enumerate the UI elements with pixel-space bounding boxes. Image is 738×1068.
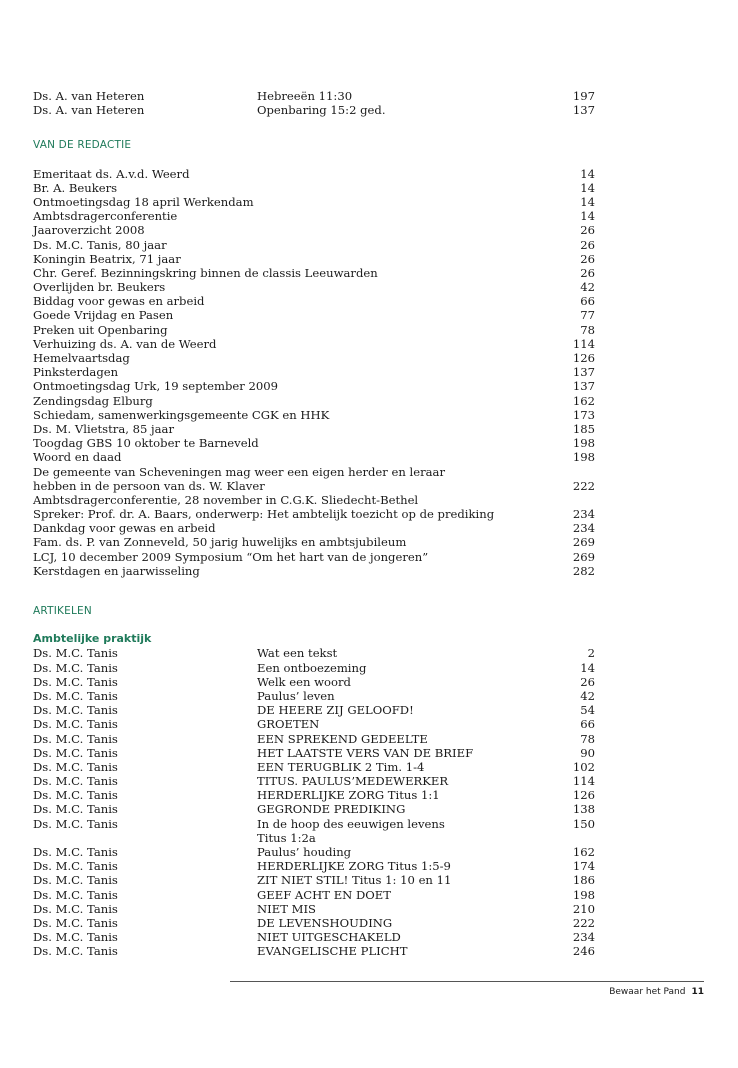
- entry-page: 185: [572, 421, 595, 436]
- footer-page-number: 11: [691, 987, 704, 997]
- index-entry: [33, 89, 595, 103]
- index-entry: [33, 859, 595, 873]
- entry-title: DE HEERE ZIJ GELOOFD!: [257, 703, 414, 718]
- entry-author: Ds. M.C. Tanis: [33, 688, 118, 703]
- entry-title: ZIT NIET STIL! Titus 1: 10 en 11: [257, 873, 452, 888]
- entry-title: hebben in de persoon van ds. W. Klaver: [33, 478, 265, 493]
- entry-page: 269: [572, 549, 595, 564]
- index-entry: [33, 873, 595, 887]
- footer-label: Bewaar het Pand: [609, 987, 686, 997]
- entry-title: Titus 1:2a: [257, 830, 316, 845]
- entry-author: Ds. A. van Heteren: [33, 89, 145, 103]
- index-entry: [33, 294, 595, 308]
- entry-title: Wat een tekst: [257, 646, 338, 661]
- entry-title: Schiedam, samenwerkingsgemeente CGK en HHK: [33, 407, 330, 422]
- entry-page: 66: [580, 294, 595, 309]
- entry-page: 90: [580, 745, 595, 760]
- footer-divider: [230, 981, 704, 982]
- entry-page: 137: [572, 379, 595, 394]
- entry-title: Zendingsdag Elburg: [33, 393, 153, 408]
- index-entry: [33, 394, 595, 408]
- entry-author: Ds. M.C. Tanis: [33, 887, 118, 902]
- entry-page: 14: [580, 166, 595, 181]
- index-entry: [33, 732, 595, 746]
- section-heading-redactie: VAN DE REDACTIE: [33, 139, 132, 152]
- index-entry: [33, 916, 595, 930]
- index-entry: [33, 550, 595, 564]
- entry-page: 198: [572, 450, 595, 465]
- entry-author: Ds. M.C. Tanis: [33, 901, 118, 916]
- entry-title: Ambtsdragerconferentie, 28 november in C.G.K. Sliedecht-Bethel: [33, 492, 419, 507]
- index-entry: [33, 280, 595, 294]
- redactie-list: [33, 167, 595, 578]
- entry-page: 234: [572, 507, 595, 522]
- entry-author: Ds. M.C. Tanis: [33, 759, 118, 774]
- index-entry: [33, 493, 595, 507]
- index-entry: [33, 646, 595, 660]
- index-entry: [33, 238, 595, 252]
- entry-page: 14: [580, 660, 595, 675]
- entry-title: Chr. Geref. Bezinningskring binnen de classis Leeuwarden: [33, 265, 378, 280]
- entry-page: 186: [572, 873, 595, 888]
- entry-title: TITUS. PAULUS’MEDEWERKER: [257, 774, 449, 789]
- entry-title: Ambtsdragerconferentie: [33, 209, 178, 224]
- entry-title: Br. A. Beukers: [33, 180, 118, 195]
- entry-title: Toogdag GBS 10 oktober te Barneveld: [33, 436, 259, 451]
- entry-author: Ds. M.C. Tanis: [33, 674, 118, 689]
- entry-title: Paulus’ leven: [257, 688, 335, 703]
- entry-page: 26: [580, 251, 595, 266]
- entry-title: Overlijden br. Beukers: [33, 280, 166, 295]
- index-page: [33, 89, 595, 959]
- index-entry: [33, 902, 595, 916]
- entry-author: Ds. M.C. Tanis: [33, 873, 118, 888]
- index-entry: [33, 661, 595, 675]
- index-entry: [33, 675, 595, 689]
- index-entry: [33, 223, 595, 237]
- entry-title: HET LAATSTE VERS VAN DE BRIEF: [257, 745, 474, 760]
- entry-page: 14: [580, 194, 595, 209]
- entry-title: De gemeente van Scheveningen mag weer een eigen herder en leraar: [33, 464, 446, 479]
- entry-page: 210: [572, 901, 595, 916]
- index-entry: [33, 717, 595, 731]
- index-entry: [33, 507, 595, 521]
- index-entry: [33, 103, 595, 117]
- section-heading-artikelen: ARTIKELEN: [33, 605, 92, 617]
- index-entry: [33, 845, 595, 859]
- index-entry: [33, 760, 595, 774]
- entry-author: Ds. M.C. Tanis: [33, 845, 118, 859]
- index-entry: [33, 703, 595, 717]
- index-entry: [33, 308, 595, 322]
- index-entry: [33, 379, 595, 393]
- index-entry: [33, 788, 595, 802]
- index-entry: [33, 209, 595, 223]
- entry-title: Ds. M. Vlietstra, 85 jaar: [33, 421, 174, 436]
- entry-title: DE LEVENSHOUDING: [257, 915, 393, 930]
- index-entry: [33, 181, 595, 195]
- subheading-ambtelijke-praktijk: Ambtelijke praktijk: [33, 632, 152, 646]
- entry-page: 197: [572, 89, 595, 103]
- entry-page: 42: [580, 280, 595, 295]
- entry-title: GEEF ACHT EN DOET: [257, 887, 391, 902]
- entry-page: 114: [572, 774, 595, 789]
- entry-author: Ds. M.C. Tanis: [33, 731, 118, 746]
- entry-page: 126: [572, 788, 595, 803]
- entry-page: 26: [580, 265, 595, 280]
- entry-page: 150: [572, 816, 595, 831]
- entry-title: Preken uit Openbaring: [33, 322, 168, 337]
- entry-page: 66: [580, 717, 595, 732]
- entry-page: 78: [580, 731, 595, 746]
- index-entry: [33, 450, 595, 464]
- entry-title: Paulus’ houding: [257, 845, 352, 859]
- index-entry: [33, 351, 595, 365]
- index-entry: [33, 365, 595, 379]
- index-entry: [33, 479, 595, 493]
- entry-title: Fam. ds. P. van Zonneveld, 50 jarig huwelijks en ambtsjubileum: [33, 535, 407, 550]
- entry-title: EEN SPREKEND GEDEELTE: [257, 731, 428, 746]
- entry-title: GEGRONDE PREDIKING: [257, 802, 406, 817]
- entry-page: 2: [587, 646, 595, 661]
- entry-page: 173: [572, 407, 595, 422]
- entry-page: 14: [580, 209, 595, 224]
- index-entry: [33, 195, 595, 209]
- entry-page: 137: [572, 365, 595, 380]
- entry-title: NIET UITGESCHAKELD: [257, 930, 401, 945]
- entry-page: 198: [572, 887, 595, 902]
- index-entry: [33, 436, 595, 450]
- entry-title: GROETEN: [257, 717, 320, 732]
- index-entry: [33, 802, 595, 816]
- entry-title: Hemelvaartsdag: [33, 351, 130, 365]
- entry-title: Pinksterdagen: [33, 365, 119, 380]
- entry-author: Ds. M.C. Tanis: [33, 859, 118, 874]
- entry-page: 162: [572, 393, 595, 408]
- entry-page: 42: [580, 688, 595, 703]
- entry-author: Ds. M.C. Tanis: [33, 944, 118, 959]
- entry-page: 162: [572, 845, 595, 859]
- entry-page: 174: [572, 859, 595, 874]
- entry-page: 14: [580, 180, 595, 195]
- entry-title: EVANGELISCHE PLICHT: [257, 944, 408, 959]
- entry-page: 138: [572, 802, 595, 817]
- entry-title: Ontmoetingsdag 18 april Werkendam: [33, 194, 254, 209]
- entry-page: 54: [580, 703, 595, 718]
- index-entry: [33, 408, 595, 422]
- entry-author: Ds. M.C. Tanis: [33, 646, 118, 661]
- index-entry: [33, 888, 595, 902]
- entry-page: 114: [572, 336, 595, 351]
- entry-page: 234: [572, 521, 595, 536]
- index-entry: [33, 422, 595, 436]
- index-entry: [33, 746, 595, 760]
- entry-title: NIET MIS: [257, 901, 316, 916]
- index-entry: [33, 521, 595, 535]
- index-entry: [33, 944, 595, 958]
- entry-title: Spreker: Prof. dr. A. Baars, onderwerp: Het ambtelijk toezicht op de prediking: [33, 507, 495, 522]
- entry-page: 126: [572, 351, 595, 365]
- index-entry: [33, 323, 595, 337]
- index-entry: [33, 689, 595, 703]
- entry-author: Ds. M.C. Tanis: [33, 915, 118, 930]
- entry-page: 234: [572, 930, 595, 945]
- entry-title: Goede Vrijdag en Pasen: [33, 308, 174, 323]
- index-entry: [33, 535, 595, 549]
- entry-title: Kerstdagen en jaarwisseling: [33, 563, 200, 578]
- entry-author: Ds. M.C. Tanis: [33, 816, 118, 831]
- index-entry: [33, 252, 595, 266]
- index-entry: [33, 817, 595, 831]
- entry-author: Ds. M.C. Tanis: [33, 703, 118, 718]
- entry-title: Ontmoetingsdag Urk, 19 september 2009: [33, 379, 279, 394]
- entry-page: 282: [572, 563, 595, 578]
- entry-title: HERDERLIJKE ZORG Titus 1:5-9: [257, 859, 451, 874]
- entry-author: Ds. M.C. Tanis: [33, 745, 118, 760]
- entry-page: 77: [580, 308, 595, 323]
- entry-title: In de hoop des eeuwigen levens: [257, 816, 445, 831]
- index-entry: [33, 167, 595, 181]
- entry-title: EEN TERUGBLIK 2 Tim. 1-4: [257, 759, 425, 774]
- entry-title: Biddag voor gewas en arbeid: [33, 294, 205, 309]
- entry-page: 137: [572, 103, 595, 118]
- index-entry: [33, 465, 595, 479]
- entry-page: 26: [580, 237, 595, 252]
- index-entry: [33, 774, 595, 788]
- entry-page: 222: [572, 915, 595, 930]
- page-footer: [609, 987, 704, 997]
- entry-title: Ds. M.C. Tanis, 80 jaar: [33, 237, 167, 252]
- entry-author: Ds. M.C. Tanis: [33, 802, 118, 817]
- entry-author: Ds. M.C. Tanis: [33, 930, 118, 945]
- entry-author: Ds. M.C. Tanis: [33, 717, 118, 732]
- entry-title: LCJ, 10 december 2009 Symposium “Om het hart van de jongeren”: [33, 549, 429, 564]
- index-entry: [33, 564, 595, 578]
- entry-title: Een ontboezeming: [257, 660, 367, 675]
- entry-page: 26: [580, 674, 595, 689]
- entry-page: 102: [572, 759, 595, 774]
- entry-title: Openbaring 15:2 ged.: [257, 103, 386, 118]
- entry-title: Dankdag voor gewas en arbeid: [33, 521, 216, 536]
- top-rows-section: [33, 89, 595, 117]
- index-entry: [33, 266, 595, 280]
- entry-page: 26: [580, 223, 595, 238]
- entry-author: Ds. A. van Heteren: [33, 103, 145, 118]
- entry-author: Ds. M.C. Tanis: [33, 788, 118, 803]
- entry-title: Emeritaat ds. A.v.d. Weerd: [33, 166, 190, 181]
- entry-page: 246: [572, 944, 595, 959]
- entry-title: HERDERLIJKE ZORG Titus 1:1: [257, 788, 440, 803]
- entry-title: Verhuizing ds. A. van de Weerd: [33, 336, 217, 351]
- entry-author: Ds. M.C. Tanis: [33, 774, 118, 789]
- artikelen-list: [33, 646, 595, 958]
- entry-title: Hebreeën 11:30: [257, 89, 353, 103]
- entry-page: 78: [580, 322, 595, 337]
- entry-title: Koningin Beatrix, 71 jaar: [33, 251, 181, 266]
- index-entry: [33, 337, 595, 351]
- entry-title: Welk een woord: [257, 674, 351, 689]
- entry-author: Ds. M.C. Tanis: [33, 660, 118, 675]
- entry-page: 222: [572, 478, 595, 493]
- entry-page: 269: [572, 535, 595, 550]
- entry-title: Woord en daad: [33, 450, 122, 465]
- entry-title: Jaaroverzicht 2008: [33, 223, 145, 238]
- index-entry: [33, 831, 595, 845]
- entry-page: 198: [572, 436, 595, 451]
- index-entry: [33, 930, 595, 944]
